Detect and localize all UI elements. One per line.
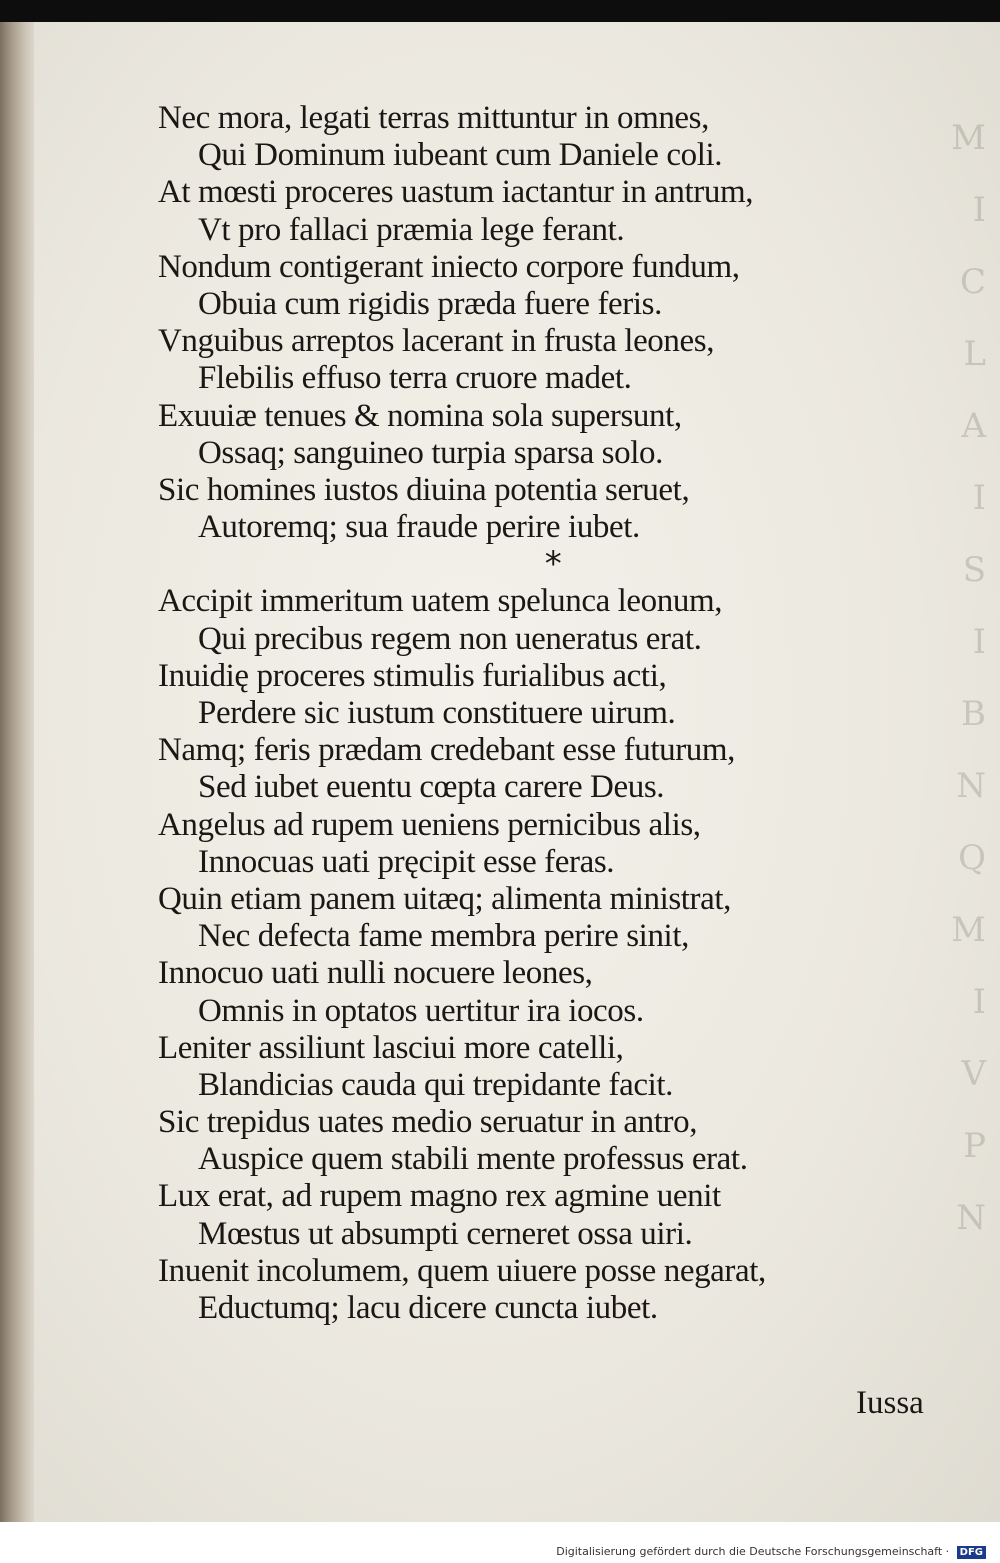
verse-line: Eductumq; lacu dicere cuncta iubet. <box>198 1290 658 1326</box>
verse-line: Nec defecta fame membra perire sinit, <box>198 918 689 955</box>
verse-line: Ossaq; sanguineo turpia sparsa solo. <box>198 434 663 471</box>
verse-line: Angelus ad rupem ueniens pernicibus alis, <box>158 806 701 843</box>
verse-line: Namq; feris prædam credebant esse futurum, <box>158 732 736 769</box>
verse-line: Flebilis effuso terra cruore madet. <box>198 360 632 397</box>
verse-line: Sic homines iustos diuina potentia seruet, <box>158 471 690 508</box>
verse-line: Qui Dominum iubeant cum Daniele coli. <box>198 137 723 174</box>
verse-line: Accipit immeritum uatem spelunca leonum, <box>158 583 723 620</box>
verse-line: Leniter assiliunt lasciui more catelli, <box>158 1029 624 1066</box>
verse-line: Vt pro fallaci præmia lege ferant. <box>198 211 625 248</box>
book-spine-edge <box>0 22 34 1522</box>
verse-line: Qui precibus regem non ueneratus erat. <box>198 620 702 657</box>
verse-line: Blandicias cauda qui trepidante facit. <box>198 1066 674 1103</box>
verse-line: Innocuas uati pręcipit esse feras. <box>198 843 615 880</box>
verse-line: Mœstus ut absumpti cerneret ossa uiri. <box>198 1215 693 1252</box>
digitization-credit <box>556 1545 986 1559</box>
verse-line: Autoremq; sua fraude perire iubet. <box>198 509 640 546</box>
catchword: Iussa <box>856 1385 924 1421</box>
verse-line: Obuia cum rigidis præda fuere feris. <box>198 285 662 322</box>
verse-line: Vnguibus arreptos lacerant in frusta leones, <box>158 323 715 360</box>
dfg-logo: DFG <box>957 1546 986 1559</box>
credit-text: Digitalisierung gefördert durch die Deutsche Forschungsgemeinschaft · <box>556 1545 950 1558</box>
verse-line: Nec mora, legati terras mittuntur in omnes, <box>158 100 709 136</box>
verse-line: Perdere sic iustum constituere uirum. <box>198 695 676 731</box>
poem-text <box>158 100 918 1327</box>
scan-top-border <box>0 0 1000 22</box>
verse-line: Omnis in optatos uertitur ira iocos. <box>198 992 644 1029</box>
show-through-from-facing-page: M I C L A I S I B N Q M I V P N <box>951 118 986 1238</box>
verse-line: Exuuiæ tenues & nomina sola supersunt, <box>158 397 682 434</box>
verse-line: At mœsti proceres uastum iactantur in antrum, <box>158 174 754 211</box>
verse-line: Inuidię proceres stimulis furialibus acti, <box>158 657 667 694</box>
verse-line: Innocuo uati nulli nocuere leones, <box>158 955 593 992</box>
verse-line: Sed iubet euentu cœpta carere Deus. <box>198 769 665 806</box>
verse-line: Auspice quem stabili mente professus erat. <box>198 1141 748 1178</box>
asterisk-separator: * <box>544 544 562 585</box>
verse-line: Inuenit incolumem, quem uiuere posse negarat, <box>158 1252 766 1289</box>
verse-line: Quin etiam panem uitæq; alimenta ministrat, <box>158 880 732 917</box>
verse-line: Sic trepidus uates medio seruatur in antro, <box>158 1104 698 1141</box>
verse-line: Lux erat, ad rupem magno rex agmine uenit <box>158 1178 721 1215</box>
verse-line: Nondum contigerant iniecto corpore fundum, <box>158 248 740 285</box>
